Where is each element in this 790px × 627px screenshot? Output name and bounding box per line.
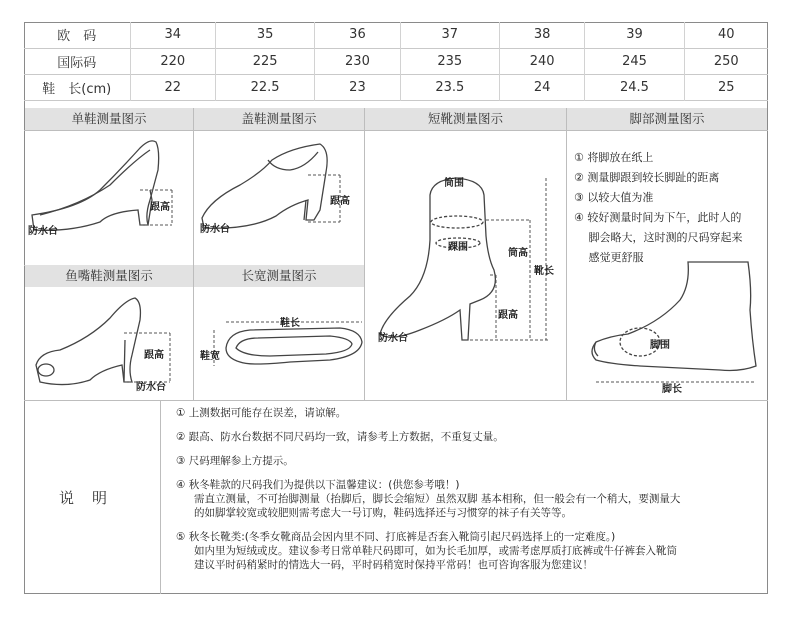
note-sub-text: 需直立测量，不可抬脚测量（抬脚后，脚长会缩短）虽然双脚 基本相称，但一般会有一个稍大，要测量大 <box>194 493 681 505</box>
size-cell: 24.5 <box>585 74 684 100</box>
note-item <box>176 430 761 444</box>
step-item: ② 测量脚跟到较长脚趾的距离 <box>574 171 720 184</box>
note-main-text: ④ 秋冬鞋款的尺码我们为提供以下温馨建议：(供您参考哦！) <box>176 479 460 491</box>
size-cell: 25 <box>684 74 768 100</box>
caption-shaft-height: 筒高 <box>508 248 528 259</box>
size-cell: 240 <box>499 48 585 74</box>
step-item: ③ 以较大值为准 <box>574 191 654 204</box>
note-main-text: ⑤ 秋冬长靴类:(冬季女靴商品会因内里不同、打底裤是否套入靴筒引起尺码选择上的一定难度。) <box>176 531 616 543</box>
size-cell: 23.5 <box>400 74 499 100</box>
size-cell: 40 <box>684 22 768 48</box>
size-cell: 22 <box>130 74 216 100</box>
section-header-covered-shoe: 盖鞋测量图示 <box>194 108 364 130</box>
note-sub-text: 如内里为短绒或皮。建议参考日常单鞋尺码即可，如为长毛加厚，或需考虑厚质打底裤或牛仔裤套入靴筒 <box>194 545 677 557</box>
caption-platform: 防水台 <box>136 382 166 393</box>
note-item <box>176 406 761 420</box>
note-sub-text: 的如脚掌较宽或较肥则需考虑大一号订购，鞋码选择还与习惯穿的袜子有关等等。 <box>194 507 572 519</box>
size-cell: 245 <box>585 48 684 74</box>
caption-platform: 防水台 <box>200 224 230 235</box>
size-cell: 39 <box>585 22 684 48</box>
caption-shaft-circumference: 筒围 <box>444 178 464 189</box>
size-row-label: 鞋 长(cm) <box>42 81 112 97</box>
size-cell: 38 <box>499 22 585 48</box>
size-cell: 220 <box>130 48 216 74</box>
size-cell: 36 <box>315 22 401 48</box>
step-item: 脚会略大，这时测的尺码穿起来 <box>574 231 743 244</box>
peep-toe-illustration <box>36 298 140 385</box>
foot-illustration <box>592 262 756 371</box>
note-item <box>176 530 761 572</box>
notes-label: 说明 <box>58 488 125 507</box>
sole-illustration <box>226 328 362 364</box>
pump-shoe-illustration <box>32 141 159 230</box>
caption-shoe-width: 鞋宽 <box>200 351 220 362</box>
size-cell: 22.5 <box>216 74 315 100</box>
note-main-text: ② 跟高、防水台数据不同尺码均一致，请参考上方数据，不重复丈量。 <box>176 431 504 443</box>
caption-ankle-circumference: 踝围 <box>448 242 468 253</box>
note-item <box>176 478 761 520</box>
size-row-label: 欧 码 <box>57 29 97 45</box>
caption-heel-height: 跟高 <box>150 202 170 213</box>
size-cell: 225 <box>216 48 315 74</box>
boot-illustration <box>380 178 495 340</box>
step-item: ④ 较好测量时间为下午，此时人的 <box>574 211 742 224</box>
covered-shoe-illustration <box>202 144 327 228</box>
size-cell: 250 <box>684 48 768 74</box>
size-cell: 34 <box>130 22 216 48</box>
note-item <box>176 454 761 468</box>
size-cell: 24 <box>499 74 585 100</box>
foot-measure-steps <box>574 148 743 268</box>
size-cell: 37 <box>400 22 499 48</box>
caption-platform: 防水台 <box>28 226 58 237</box>
size-cell: 235 <box>400 48 499 74</box>
section-header-short-boot: 短靴测量图示 <box>365 108 566 130</box>
step-item: ① 将脚放在纸上 <box>574 151 654 164</box>
caption-heel-height: 跟高 <box>144 350 164 361</box>
caption-foot-length: 脚长 <box>662 384 682 395</box>
section-header-peep-toe: 鱼嘴鞋测量图示 <box>25 265 193 287</box>
caption-heel-height: 跟高 <box>330 196 350 207</box>
notes-list <box>176 406 761 582</box>
size-cell: 23 <box>315 74 401 100</box>
size-cell: 230 <box>315 48 401 74</box>
size-row-label: 国际码 <box>57 55 97 71</box>
note-main-text: ① 上测数据可能存在误差，请谅解。 <box>176 407 347 419</box>
caption-foot-circumference: 脚围 <box>650 340 670 351</box>
note-main-text: ③ 尺码理解参上方提示。 <box>176 455 294 467</box>
section-header-single-shoe: 单鞋测量图示 <box>25 108 193 130</box>
caption-heel-height: 跟高 <box>498 310 518 321</box>
section-header-length-width: 长宽测量图示 <box>194 265 364 287</box>
note-sub-text: 建议平时码稍紧时的情选大一码，平时码稍宽时保持平常码！也可咨询客服为您建议！ <box>194 559 593 571</box>
caption-shoe-length: 鞋长 <box>280 318 300 329</box>
step-item: 感觉更舒服 <box>574 251 644 264</box>
size-cell: 35 <box>216 22 315 48</box>
section-header-foot: 脚部测量图示 <box>567 108 767 130</box>
caption-boot-height: 靴长 <box>534 266 554 277</box>
caption-platform: 防水台 <box>378 333 408 344</box>
